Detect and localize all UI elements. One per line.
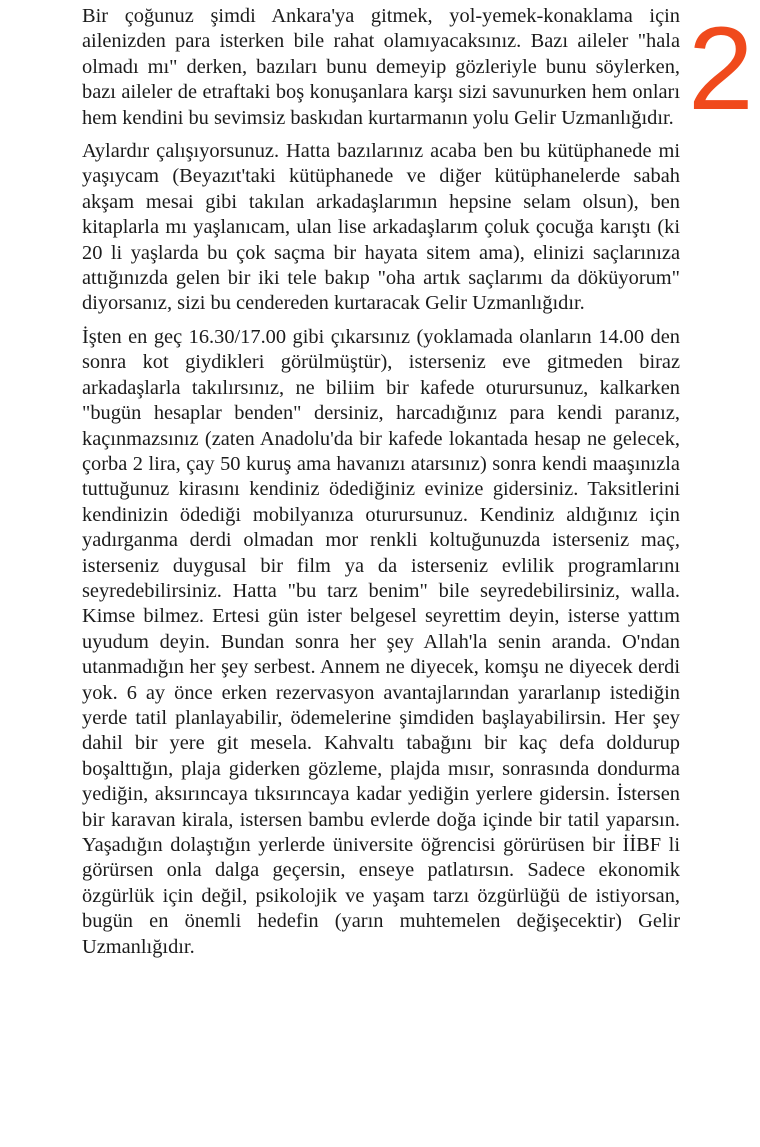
paragraph-1: Bir çoğunuz şimdi Ankara'ya gitmek, yol-yemek-konaklama için ailenizden para isterken bile rahat olamıyacaksınız. Bazı aileler "hala olmadı mı" derken, bazıları bunu demeyip gözleriyle bunu söylerken, bazı aileler de etraftaki boş konuşanlara karşı sizi savunurken hem onları hem kendini bu sevimsiz baskıdan kurtarmanın yolu Gelir Uzmanlığıdır. [82, 5, 680, 129]
paragraph-3: İşten en geç 16.30/17.00 gibi çıkarsınız (yoklamada olanların 14.00 den sonra kot giydikleri görülmüştür), isterseniz eve gitmeden biraz arkadaşlarla takılırsınız, ne biliim bir kafede oturursunuz, kalkarken "bugün hesaplar benden" dersiniz, harcadığınız para kendi paranız, kaçınmazsınız (zaten Anadolu'da bir kafede lokantada hesap ne gelecek, çorba 2 lira, çay 50 kuruş ama havanızı atarsınız) sonra kendi maaşınızla tuttuğunuz kirasını kendiniz ödediğiniz evinize gidersiniz. Taksitlerini kendinizin ödediği mobilyanıza oturursunuz. Kendiniz aldığınız için yadırganma derdi olmadan mor renkli koltuğunuzda isterseniz maç, isterseniz duygusal bir film ya da isterseniz evlilik programlarını seyredebilirsiniz. Hatta "bu tarz benim" bile seyredebilirsiniz, walla. Kimse bilmez. Ertesi gün ister belgesel seyrettim deyin, isterse yattım uyudum deyin. Bundan sonra her şey Allah'la senin aranda. O'ndan utanmadığın her şey serbest. Annem ne diyecek, komşu ne diyecek derdi yok. 6 ay önce erken rezervasyon avantajlarından yararlanıp istediğin yerde tatil planlayabilir, ödemelerine şimdiden başlayabilirsin. Her şey dahil bir yere git mesela. Kahvaltı tabağını bir kaç defa doldurup boşalttığın, plaja giderken gözleme, plajda mısır, sonrasında dondurma yediğin, aksırıncaya tıksırıncaya kadar yediğin yerlere gidersin. İstersen bir karavan kirala, istersen bambu evlerde doğa içinde bir tatil yaparsın. Yaşadığın dolaştığın yerlerde üniversite öğrencisi görürüsen bir İİBF li görürsen onla dalga geçersin, enseye patlatırsın. Sadece ekonomik özgürlük için değil, psikolojik ve yaşam tarzı özgürlüğü de istiyorsan, bugün en önemli hedefin (yarın muhtemelen değişecektir) Gelir Uzmanlığıdır. [82, 325, 680, 958]
body-text [82, 4, 680, 968]
paragraph-2: Aylardır çalışıyorsunuz. Hatta bazılarınız acaba ben bu kütüphanede mi yaşıycam (Beyazıt'taki kütüphanede ve diğer kütüphanelerde sabah akşam mesai gibi takılan arkadaşlarımın hepsine selam olsun), ben kitaplarla mı yaşlanıcam, ulan lise arkadaşlarım çoluk çocuğa karıştı (ki 20 li yaşlarda bu çok saçma bir hayata sitem ama), elinizi saçlarınıza attığınızda gelen bir iki tele bakıp "oha artık saçlarımı da döküyorum" diyorsanız, sizi bu cendereden kurtaracak Gelir Uzmanlığıdır. [82, 140, 680, 315]
page-number: 2 [688, 3, 754, 135]
